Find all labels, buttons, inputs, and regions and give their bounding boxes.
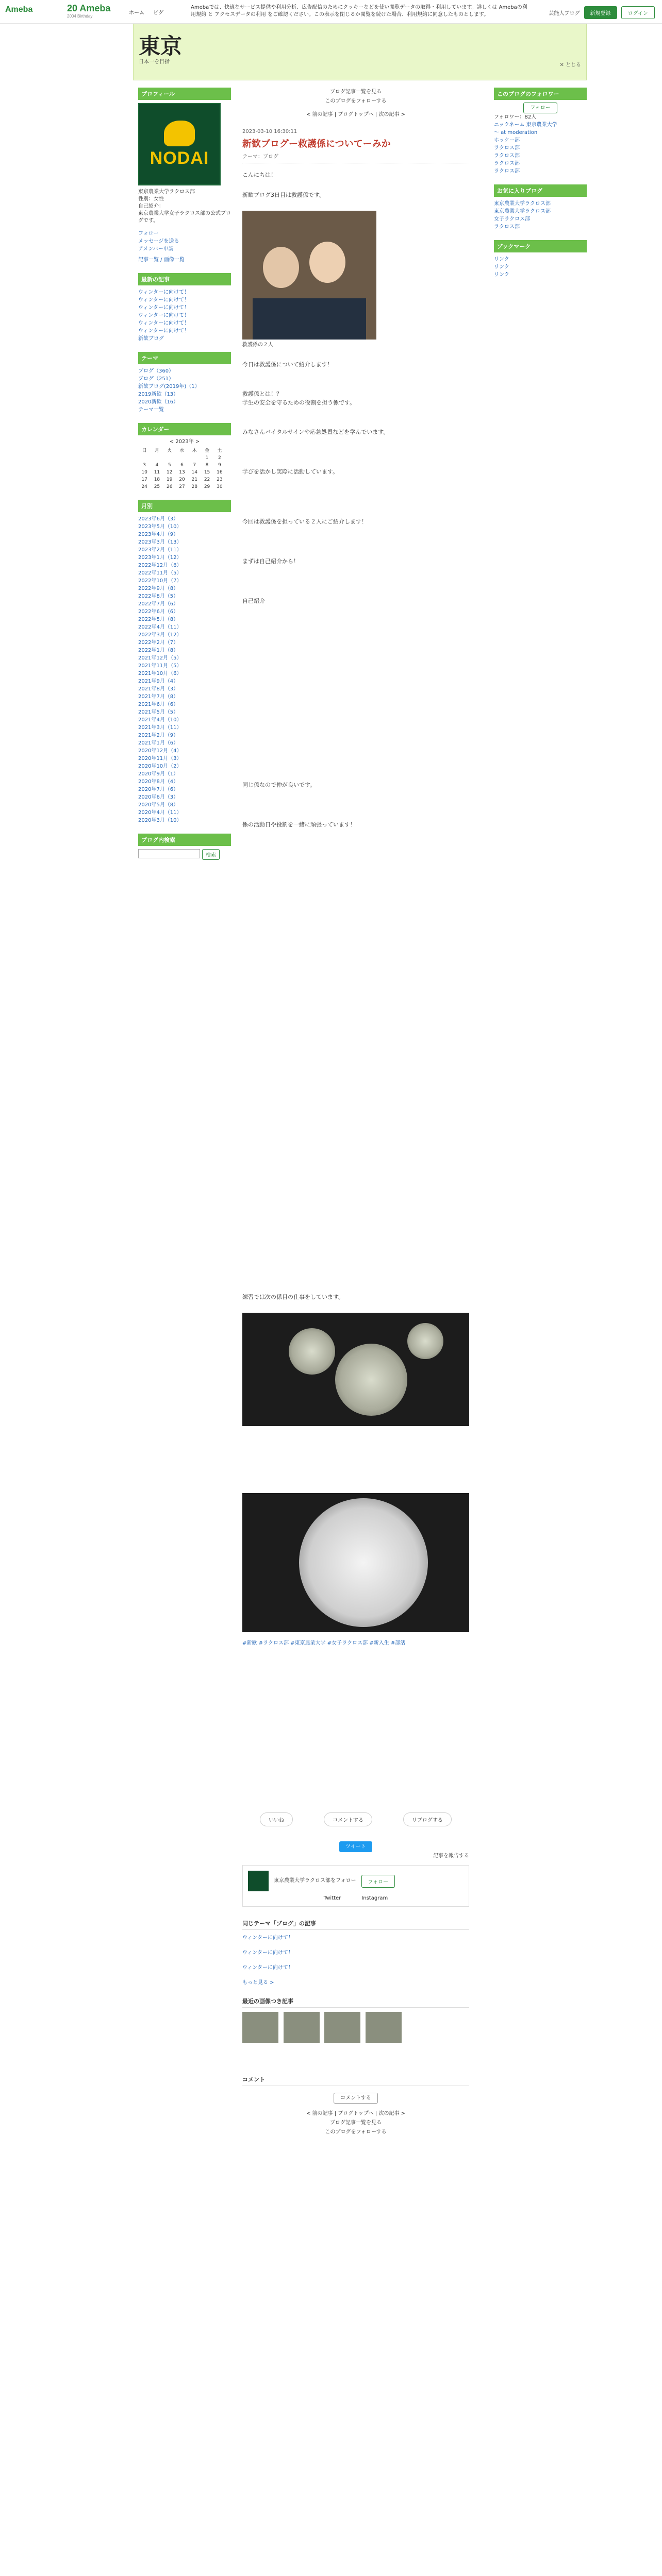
calendar-box (138, 423, 231, 490)
calendar-date[interactable]: 5 (168, 463, 171, 468)
calendar-date[interactable]: 23 (217, 477, 223, 482)
calendar-day: 金 (205, 448, 210, 453)
follow-card-button[interactable]: フォロー (361, 1875, 395, 1888)
popular-thumb[interactable] (242, 2012, 278, 2043)
nav-home[interactable]: ホーム (129, 10, 144, 16)
hashtag-list (242, 1639, 469, 1648)
ameba-logo[interactable]: Ameba (5, 5, 33, 14)
bookmark-item[interactable]: リンク (494, 257, 509, 262)
follower-item[interactable]: ラクロス部 (494, 145, 520, 151)
archive-item[interactable]: 2021年7月（8） (138, 694, 179, 700)
login-button[interactable]: ログイン (621, 6, 655, 19)
comment-button[interactable]: コメントする (324, 1812, 372, 1826)
profile-text (138, 189, 231, 225)
article-list-link[interactable]: ブログ記事一覧を見る (330, 89, 382, 95)
cookie-notice: Amebaでは、快適なサービス提供や利用分析、広告配信のためにクッキーなどを使い閲覧データの取得・利用しています。詳しくは Amebaの利用規約 と アクセスデータの利用 をご確認ください。この表示を閉じるか閲覧を続けた場合、利用規約に同意したものとします。 (191, 5, 527, 18)
comment-box (242, 2075, 469, 2137)
popular-thumb[interactable] (324, 2012, 360, 2043)
follow-card-text: 東京農業大学ラクロス部をフォロー (274, 1878, 356, 1884)
main-content (242, 88, 469, 2137)
favorite-item[interactable]: 東京農業大学ラクロス部 (494, 201, 551, 207)
archive-item[interactable]: 2021年11月（5） (138, 663, 182, 669)
favorite-heading: お気に入りブログ (494, 184, 587, 197)
popular-heading: 最近の画像つき記事 (242, 1997, 469, 2008)
calendar-heading: カレンダー (138, 423, 231, 435)
related-list (242, 1934, 469, 1987)
archive-item[interactable]: 2021年10月（6） (138, 671, 182, 676)
archive-item[interactable]: 2022年8月（5） (138, 594, 179, 599)
archive-item[interactable]: 2022年10月（7） (138, 578, 182, 584)
blog-subtitle: 日本一を目指 (139, 59, 170, 65)
archive-item[interactable]: 2023年6月（3） (138, 516, 179, 522)
follower-follow-button[interactable]: フォロー (523, 103, 557, 113)
profile-message-link[interactable]: メッセージを送る (138, 239, 179, 244)
archive-heading: 月別 (138, 500, 231, 512)
archive-item[interactable]: 2021年3月（11） (138, 725, 182, 731)
archive-item[interactable]: 2022年2月（7） (138, 640, 179, 646)
post-paragraph: 練習では次の係目の仕事をしています。 (242, 1294, 344, 1300)
archive-item[interactable]: 2020年11月（3） (138, 756, 182, 761)
post-paragraph: 今日は救護係について紹介します！ (242, 361, 333, 368)
specimen-shape (289, 1328, 335, 1375)
post-title[interactable]: 新歓ブログー救護係についてーみか (242, 139, 391, 149)
search-heading: ブログ内検索 (138, 834, 231, 846)
archive-item[interactable]: 2023年5月（10） (138, 524, 182, 530)
archive-item[interactable]: 2020年7月（6） (138, 787, 179, 792)
post-paragraph: みなさんバイタルサインや応急処置などを学んでいます。 (242, 429, 389, 435)
recent-item[interactable]: ウィンターに向けて！ (138, 290, 189, 295)
follower-item[interactable]: ラクロス部 (494, 168, 520, 174)
follower-count: フォロワー：82人 (494, 114, 537, 120)
calendar-date (151, 454, 163, 462)
specimen-shape (407, 1323, 443, 1359)
header-actions (549, 6, 655, 19)
archive-item[interactable]: 2022年12月（6） (138, 563, 182, 568)
calendar-date[interactable]: 3 (143, 463, 146, 468)
left-sidebar (138, 88, 231, 869)
ameba-20th-sub: 2004 Birthday (67, 14, 93, 19)
favorite-box (494, 184, 587, 231)
horse-logo-icon (164, 121, 195, 146)
hashtag[interactable]: #部活 (390, 1640, 406, 1646)
archive-item[interactable]: 2021年9月（4） (138, 679, 179, 684)
bookmark-heading: ブックマーク (494, 240, 587, 252)
nav-pigg[interactable]: ピグ (153, 10, 164, 16)
archive-item[interactable]: 2023年1月（12） (138, 555, 182, 561)
report-link[interactable]: 記事を報告する (433, 1853, 469, 1859)
reblog-button[interactable]: リブログする (403, 1812, 452, 1826)
profile-heading: プロフィール (138, 88, 231, 100)
clothing-shape (253, 298, 366, 340)
archive-list (138, 515, 231, 824)
post-paragraph: 係の活動日や役割を一緒に頑張っています！ (242, 821, 356, 828)
recent-item[interactable]: ウィンターに向けて！ (138, 313, 189, 318)
calendar-date[interactable]: 12 (166, 470, 173, 475)
calendar-date[interactable]: 13 (179, 470, 185, 475)
calendar-table (138, 446, 226, 490)
profile-line: 性別：女性 (138, 196, 164, 202)
recent-item[interactable]: ウィンターに向けて！ (138, 320, 189, 326)
calendar-date[interactable]: 18 (154, 477, 160, 482)
favorite-list (494, 200, 587, 231)
recent-box (138, 273, 231, 343)
nav-celeb[interactable]: 芸能人ブログ (549, 11, 580, 16)
calendar-date[interactable]: 10 (141, 470, 147, 475)
archive-item[interactable]: 2020年5月（8） (138, 802, 179, 808)
favorite-item[interactable]: ラクロス部 (494, 224, 520, 230)
right-sidebar (494, 88, 587, 288)
ameba-20th-logo (67, 3, 110, 19)
recent-item[interactable]: ウィンターに向けて！ (138, 297, 189, 303)
calendar-date[interactable]: 9 (218, 463, 221, 468)
bookmark-box (494, 240, 587, 279)
theme-item[interactable]: 2020新歓（16） (138, 399, 179, 405)
post-paragraph: 今回は救護係を担っている２人にご紹介します！ (242, 518, 367, 525)
comment-heading: コメント (242, 2075, 469, 2086)
archive-item[interactable]: 2022年3月（12） (138, 632, 182, 638)
archive-item[interactable]: 2022年6月（6） (138, 609, 179, 615)
post-photo-students[interactable] (242, 211, 376, 340)
blog-search-input[interactable] (138, 849, 200, 858)
theme-list (138, 367, 231, 414)
tweet-button[interactable]: ツイート (339, 1841, 372, 1852)
follower-item[interactable]: 〜 at moderation (494, 130, 538, 135)
archive-item[interactable]: 2020年9月（1） (138, 771, 179, 777)
calendar-date[interactable]: 14 (191, 470, 197, 475)
archive-item[interactable]: 2023年4月（9） (138, 532, 179, 537)
archive-item[interactable]: 2021年12月（5） (138, 655, 182, 661)
follower-heading: このブログのフォロワー (494, 88, 587, 100)
post-paragraph: まずは自己紹介から！ (242, 558, 299, 565)
profile-line: 東京農業大学女子ラクロス部の公式ブログです。 (138, 211, 231, 224)
theme-item[interactable]: 新歓ブログ(2019年)（1） (138, 384, 200, 389)
calendar-date[interactable]: 15 (204, 470, 210, 475)
follow-card (242, 1865, 469, 1907)
hashtag[interactable]: #ラクロス部 (258, 1640, 289, 1646)
related-item[interactable]: ウィンターに向けて！ (242, 1950, 293, 1956)
follower-item[interactable]: ラクロス部 (494, 153, 520, 159)
follow-avatar[interactable] (248, 1871, 269, 1891)
calendar-date[interactable]: 8 (205, 463, 209, 468)
hashtag[interactable]: #東京農業大学 (290, 1640, 326, 1646)
calendar-date[interactable]: 29 (204, 484, 210, 489)
post-photo-microscope-1[interactable] (242, 1313, 469, 1426)
archive-item[interactable]: 2023年2月（11） (138, 547, 182, 553)
archive-item[interactable]: 2020年6月（3） (138, 794, 179, 800)
archive-item[interactable]: 2021年5月（5） (138, 709, 179, 715)
calendar-date[interactable]: 30 (217, 484, 223, 489)
search-box (138, 834, 231, 860)
archive-item[interactable]: 2023年3月（13） (138, 539, 182, 545)
face-shape (263, 247, 299, 288)
calendar-date (138, 454, 151, 462)
recent-list (138, 289, 231, 343)
top-article-nav[interactable]: < 前の記事 | ブログトップへ | 次の記事 > (306, 112, 406, 117)
hashtag[interactable]: #新入生 (369, 1640, 389, 1646)
profile-line: 自己紹介： (138, 204, 164, 209)
related-item[interactable]: ウィンターに向けて！ (242, 1935, 293, 1941)
reaction-row (242, 1812, 469, 1826)
calendar-date[interactable]: 20 (179, 477, 185, 482)
blog-title[interactable]: 東京 (139, 33, 183, 59)
calendar-date[interactable]: 19 (166, 477, 173, 482)
calendar-date (163, 454, 176, 462)
blog-search-button[interactable]: 検索 (202, 849, 220, 860)
blog-header-banner (133, 24, 587, 80)
related-heading: 同じテーマ「ブログ」の記事 (242, 1919, 469, 1930)
post-paragraph: 学びを活かし実際に活動しています。 (242, 468, 339, 475)
tweet-area (242, 1842, 469, 1860)
calendar-day: 土 (217, 448, 222, 453)
calendar-day: 月 (154, 448, 159, 453)
favorite-item[interactable]: 東京農業大学ラクロス部 (494, 209, 551, 214)
microscope-view-shape (299, 1498, 428, 1627)
related-box (242, 1919, 469, 1987)
archive-item[interactable]: 2022年5月（8） (138, 617, 179, 622)
calendar-day: 木 (192, 448, 197, 453)
profile-image[interactable] (138, 103, 221, 185)
calendar-date[interactable]: 17 (141, 477, 147, 482)
calendar-date[interactable]: 11 (154, 470, 160, 475)
archive-item[interactable]: 2020年4月（11） (138, 810, 182, 816)
follower-item[interactable]: ニックネーム 東京農業大学 (494, 122, 557, 128)
calendar-date (188, 454, 201, 462)
archive-item[interactable]: 2021年4月（10） (138, 717, 182, 723)
face-shape (309, 242, 345, 283)
follower-box (494, 88, 587, 175)
profile-logo-text: NODAI (150, 148, 209, 168)
profile-amember-link[interactable]: アメンバー申請 (138, 246, 174, 252)
recent-item[interactable]: ウィンターに向けて！ (138, 328, 189, 334)
calendar-date[interactable]: 16 (217, 470, 223, 475)
close-notice-button[interactable]: ✕ とじる (559, 62, 581, 68)
popular-thumb[interactable] (284, 2012, 320, 2043)
post-comment-button[interactable]: コメントする (334, 2093, 378, 2104)
calendar-day: 火 (167, 448, 172, 453)
calendar-date (176, 454, 188, 462)
archive-item[interactable]: 2020年10月（2） (138, 764, 182, 769)
post-date: 2023-03-10 16:30:11 (242, 129, 297, 134)
post-paragraph: こんにちは！ (242, 172, 276, 178)
popular-thumb[interactable] (366, 2012, 402, 2043)
bookmark-item[interactable]: リンク (494, 272, 509, 278)
calendar-date[interactable]: 6 (180, 463, 184, 468)
bookmark-item[interactable]: リンク (494, 264, 509, 270)
calendar-title[interactable]: < 2023年 > (169, 439, 200, 445)
theme-item[interactable]: ブログ（251） (138, 376, 174, 382)
ameba-20th-title: 20 Ameba (67, 3, 111, 13)
calendar-date[interactable]: 2 (218, 455, 221, 461)
calendar-day: 水 (179, 448, 185, 453)
global-nav (129, 8, 171, 16)
archive-item[interactable]: 2020年3月（10） (138, 818, 182, 823)
follower-item[interactable]: ホッケー部 (494, 138, 520, 143)
profile-follow-link[interactable]: フォロー (138, 231, 159, 236)
related-item[interactable]: ウィンターに向けて！ (242, 1965, 293, 1971)
archive-item[interactable]: 2021年1月（6） (138, 740, 179, 746)
calendar-body (138, 454, 226, 490)
bottom-article-list-link[interactable]: ブログ記事一覧を見る (330, 2120, 382, 2126)
theme-item[interactable]: 2019新歓（13） (138, 392, 179, 397)
archive-box (138, 500, 231, 824)
hashtag[interactable]: #新歓 (242, 1640, 257, 1646)
profile-box (138, 88, 231, 264)
bookmark-list (494, 256, 587, 279)
photo-caption: 救護係の２人 (242, 342, 273, 348)
theme-item[interactable]: ブログ（360） (138, 368, 174, 374)
calendar-date[interactable]: 28 (191, 484, 197, 489)
calendar-day: 日 (142, 448, 147, 453)
follower-list (494, 121, 587, 175)
bottom-follow-blog-link[interactable]: このブログをフォローする (325, 2129, 387, 2135)
post-paragraph: 自己紹介 (242, 598, 265, 604)
archive-item[interactable]: 2022年7月（6） (138, 601, 179, 607)
social-links (248, 1895, 464, 1901)
recent-heading: 最新の記事 (138, 273, 231, 285)
twitter-link[interactable]: Twitter (323, 1895, 341, 1901)
calendar-date[interactable]: 27 (179, 484, 185, 489)
archive-item[interactable]: 2020年8月（4） (138, 779, 179, 785)
like-button[interactable]: いいね (260, 1812, 293, 1826)
calendar-date[interactable]: 21 (191, 477, 197, 482)
bottom-article-nav[interactable]: < 前の記事 | ブログトップへ | 次の記事 > (306, 2111, 406, 2116)
archive-item[interactable]: 2021年6月（6） (138, 702, 179, 707)
related-more-link[interactable]: もっと見る > (242, 1980, 274, 1986)
calendar-date[interactable]: 26 (166, 484, 173, 489)
archive-item[interactable]: 2022年4月（11） (138, 624, 182, 630)
recent-item[interactable]: 新歓ブログ (138, 336, 164, 342)
profile-links (138, 230, 231, 264)
archive-item[interactable]: 2021年8月（3） (138, 686, 179, 692)
profile-more-link[interactable]: 記事一覧 / 画像一覧 (138, 257, 185, 263)
calendar-date[interactable]: 7 (193, 463, 196, 468)
theme-item[interactable]: テーマ一覧 (138, 407, 164, 413)
theme-box (138, 352, 231, 414)
post-paragraph: 救護係とは！？ 学生の安全を守るための役割を担う係です。 (242, 391, 356, 406)
calendar-date[interactable]: 22 (204, 477, 210, 482)
instagram-link[interactable]: Instagram (361, 1895, 388, 1901)
post-paragraph: 新歓ブログ3日目は救護係です。 (242, 192, 325, 198)
hashtag[interactable]: #女子ラクロス部 (327, 1640, 368, 1646)
top-actions (242, 88, 469, 120)
archive-item[interactable]: 2022年11月（5） (138, 570, 182, 576)
register-button[interactable]: 新規登録 (584, 6, 617, 19)
archive-item[interactable]: 2020年12月（4） (138, 748, 182, 754)
calendar-date[interactable]: 4 (155, 463, 159, 468)
archive-item[interactable]: 2022年9月（8） (138, 586, 179, 591)
calendar-date[interactable]: 1 (205, 455, 209, 461)
popular-box (242, 1997, 469, 2044)
calendar-date[interactable]: 25 (154, 484, 160, 489)
favorite-item[interactable]: 女子ラクロス部 (494, 216, 530, 222)
profile-line: 東京農業大学ラクロス部 (138, 189, 195, 195)
calendar-date[interactable]: 24 (141, 484, 147, 489)
theme-heading: テーマ (138, 352, 231, 364)
archive-item[interactable]: 2022年1月（8） (138, 648, 179, 653)
post-paragraph: 同じ係なので仲が良いです。 (242, 782, 316, 788)
archive-item[interactable]: 2021年2月（9） (138, 733, 179, 738)
recent-item[interactable]: ウィンターに向けて！ (138, 305, 189, 311)
post-photo-microscope-2[interactable] (242, 1493, 469, 1632)
follow-blog-link[interactable]: このブログをフォローする (325, 98, 387, 104)
post-theme[interactable]: テーマ：ブログ (242, 152, 469, 163)
specimen-shape (335, 1344, 407, 1416)
follower-item[interactable]: ラクロス部 (494, 161, 520, 166)
